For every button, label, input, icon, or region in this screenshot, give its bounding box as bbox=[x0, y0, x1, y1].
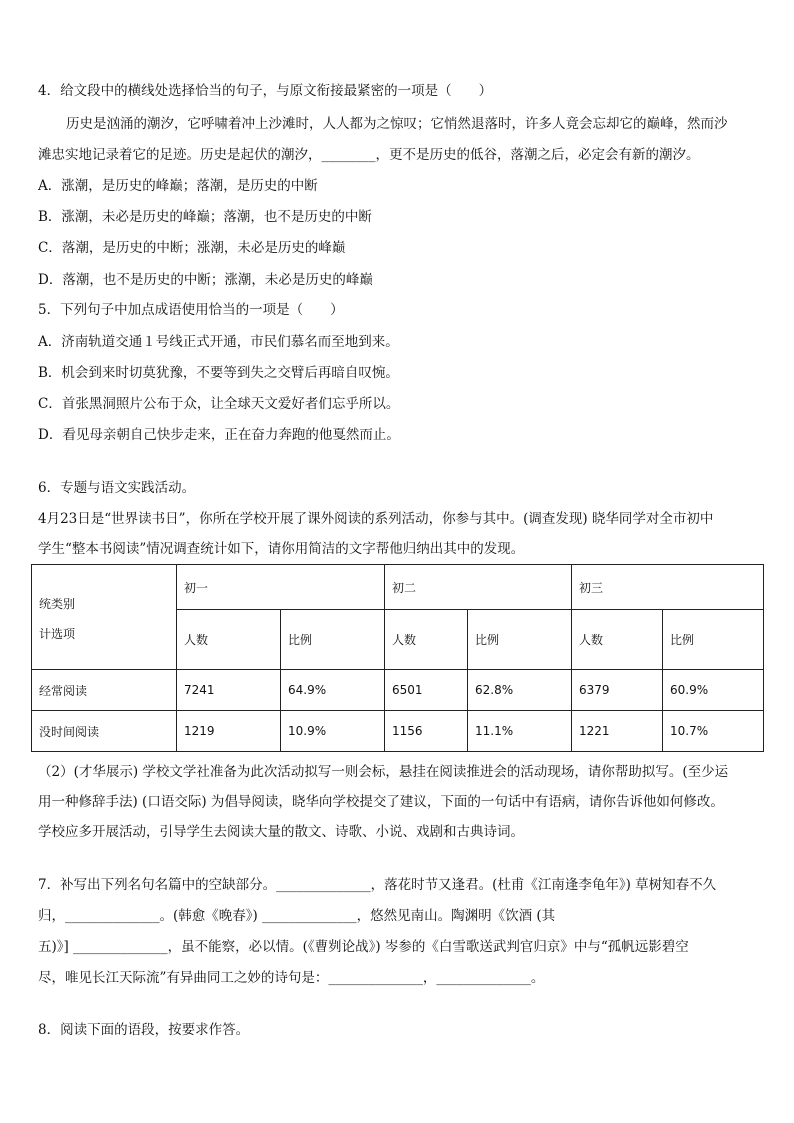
table-cell: 62.8% bbox=[468, 670, 572, 711]
q6-stem: 6．专题与语文实践活动。 bbox=[38, 480, 196, 496]
grade-header-2: 初二 bbox=[385, 565, 572, 610]
q5-option-b: B．机会到来时切莫犹豫，不要等到失之交臂后再暗自叹惋。 bbox=[38, 365, 399, 381]
q6-part2-line-3: 学校应多开展活动，引导学生去阅读大量的散文、诗歌、小说、戏剧和古典诗词。 bbox=[38, 824, 524, 840]
q7-line-4: 尽，唯见长江天际流”有异曲同工之妙的诗句是：______________，______________。 bbox=[38, 970, 545, 986]
sub-header: 比例 bbox=[468, 610, 572, 670]
q8-stem: 8．阅读下面的语段，按要求作答。 bbox=[38, 1022, 250, 1038]
q5-stem: 5．下列句子中加点成语使用恰当的一项是（ ） bbox=[38, 302, 344, 318]
row-label: 没时间阅读 bbox=[32, 711, 177, 752]
q5-option-c: C．首张黑洞照片公布于众，让全球天文爱好者们忘乎所以。 bbox=[38, 396, 400, 412]
q7-line-1: 7．补写出下列名句名篇中的空缺部分。______________，落花时节又逢君。(杜甫《江南逢李龟年》) 草树知春不久 bbox=[38, 877, 717, 893]
grade-header-3: 初三 bbox=[572, 565, 764, 610]
table-cell: 6379 bbox=[572, 670, 663, 711]
table-cell: 60.9% bbox=[663, 670, 764, 711]
q5-option-a: A．济南轨道交通１号线正式开通，市民们慕名而至地到来。 bbox=[38, 334, 399, 350]
q4-option-d: D．落潮，也不是历史的中断；涨潮，未必是历史的峰巅 bbox=[38, 272, 373, 288]
table-cell: 11.1% bbox=[468, 711, 572, 752]
table-cell: 1221 bbox=[572, 711, 663, 752]
row-label: 经常阅读 bbox=[32, 670, 177, 711]
table-cell: 10.7% bbox=[663, 711, 764, 752]
table-cell: 1156 bbox=[385, 711, 468, 752]
table-cell: 1219 bbox=[177, 711, 281, 752]
q7-line-3: 五)》] ______________，虽不能察，必以情。(《曹刿论战》) 岑参的《白雪歌送武判官归京》中与“孤帆远影碧空 bbox=[38, 939, 689, 955]
table-cell: 7241 bbox=[177, 670, 281, 711]
q5-option-d: D．看见母亲朝自己快步走来，正在奋力奔跑的他戛然而止。 bbox=[38, 427, 400, 443]
sub-header: 人数 bbox=[572, 610, 663, 670]
table-cell: 64.9% bbox=[281, 670, 385, 711]
q4-passage-line-2: 滩忠实地记录着它的足迹。历史是起伏的潮汐，________，更不是历史的低谷，落潮之后，必定会有新的潮汐。 bbox=[38, 147, 700, 163]
corner-label-bottom: 计选项 bbox=[39, 627, 76, 641]
table-cell: 6501 bbox=[385, 670, 468, 711]
q4-passage-line-1: 历史是汹涌的潮汐，它呼啸着冲上沙滩时，人人都为之惊叹；它悄然退落时，许多人竟会忘却它的巅峰，然而沙 bbox=[66, 116, 728, 132]
q4-option-c: C．落潮，是历史的中断；涨潮，未必是历史的峰巅 bbox=[38, 240, 346, 256]
table-row bbox=[32, 670, 764, 711]
sub-header: 比例 bbox=[663, 610, 764, 670]
sub-header: 人数 bbox=[385, 610, 468, 670]
table-cell: 10.9% bbox=[281, 711, 385, 752]
corner-label-top: 统类别 bbox=[39, 597, 76, 611]
grade-header-1: 初一 bbox=[177, 565, 385, 610]
q6-intro-line-1: 4月23日是“世界读书日”，你所在学校开展了课外阅读的系列活动，你参与其中。(调查发现) 晓华同学对全市初中 bbox=[38, 511, 714, 527]
q6-intro-line-2: 学生“整本书阅读”情况调查统计如下，请你用简洁的文字帮他归纳出其中的发现。 bbox=[38, 541, 525, 557]
sub-header: 人数 bbox=[177, 610, 281, 670]
table-header-row bbox=[32, 565, 764, 610]
q4-option-a: A．涨潮，是历史的峰巅；落潮，是历史的中断 bbox=[38, 178, 318, 194]
reading-survey-table bbox=[31, 564, 764, 752]
q4-option-b: B．涨潮，未必是历史的峰巅；落潮，也不是历史的中断 bbox=[38, 209, 372, 225]
table-corner-cell bbox=[32, 565, 177, 670]
sub-header: 比例 bbox=[281, 610, 385, 670]
q6-part2-line-2: 用一种修辞手法) (口语交际) 为倡导阅读，晓华向学校提交了建议，下面的一句话中有语病，请你告诉他如何修改。 bbox=[38, 794, 724, 810]
q4-stem: 4．给文段中的横线处选择恰当的句子，与原文衔接最紧密的一项是（ ） bbox=[38, 83, 493, 99]
q6-part2-line-1: （2）(才华展示) 学校文学社准备为此次活动拟写一则会标，悬挂在阅读推进会的活动现场，请你帮助拟写。(至少运 bbox=[38, 764, 729, 780]
q7-line-2: 归，______________。(韩愈《晚春》) ______________，悠然见南山。陶渊明《饮酒 (其 bbox=[38, 908, 556, 924]
table-row bbox=[32, 711, 764, 752]
